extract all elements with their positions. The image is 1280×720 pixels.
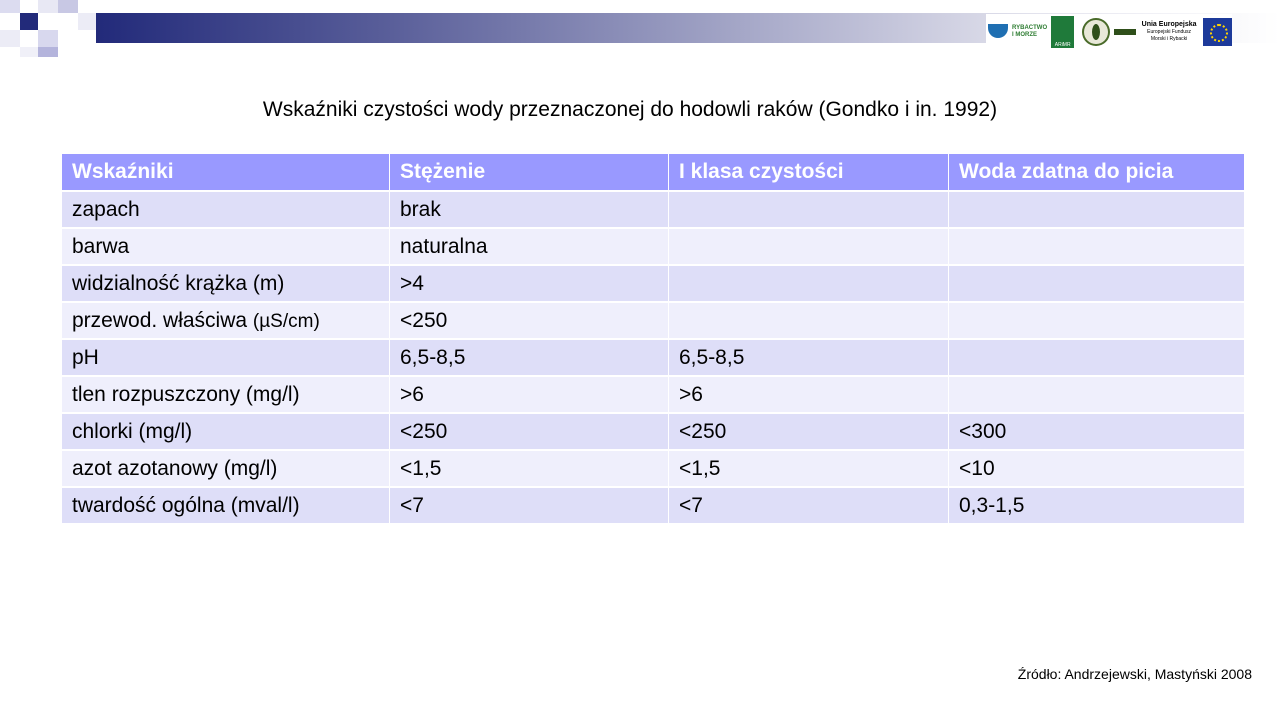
- header-concentration: Stężenie: [390, 154, 669, 192]
- cell-indicator: [62, 192, 390, 229]
- slide-title: Wskaźniki czystości wody przeznaczonej do hodowli raków (Gondko i in. 1992): [262, 98, 998, 121]
- cell-indicator: [62, 340, 390, 377]
- rybactwo-logo-text: RYBACTWO I MORZE: [1012, 25, 1048, 38]
- eu-flag-icon: [1203, 18, 1232, 46]
- cell-class-one: <1,5: [669, 451, 949, 488]
- cell-indicator: [62, 414, 390, 451]
- table-row: [62, 377, 1245, 414]
- indicator-name: widzialność krążka (m): [72, 271, 285, 295]
- decor-square: [0, 0, 20, 13]
- indicator-unit: (µS/cm): [252, 310, 320, 332]
- fish-wave-icon: [988, 24, 1008, 38]
- cell-indicator: [62, 266, 390, 303]
- header-drinking-water: Woda zdatna do picia: [949, 154, 1245, 192]
- cell-concentration: naturalna: [390, 229, 669, 266]
- cell-drinking-water: [949, 192, 1245, 229]
- ministry-logo-bar: [1114, 29, 1136, 35]
- cell-drinking-water: [949, 229, 1245, 266]
- cell-concentration: brak: [390, 192, 669, 229]
- cell-class-one: >6: [669, 377, 949, 414]
- cell-concentration: >6: [390, 377, 669, 414]
- cell-class-one: [669, 266, 949, 303]
- decor-square: [38, 47, 58, 57]
- cell-indicator: [62, 303, 390, 340]
- sponsor-logos: [986, 14, 1232, 50]
- eu-logo-fund: Europejski Fundusz Morski i Rybacki: [1147, 29, 1192, 42]
- cell-concentration: <250: [390, 303, 669, 340]
- cell-class-one: [669, 303, 949, 340]
- cell-concentration: >4: [390, 266, 669, 303]
- cell-drinking-water: [949, 340, 1245, 377]
- decor-square: [0, 30, 20, 47]
- table-row: [62, 488, 1245, 525]
- cell-class-one: [669, 192, 949, 229]
- table-row: [62, 451, 1245, 488]
- table-row: [62, 340, 1245, 377]
- cell-class-one: [669, 229, 949, 266]
- armir-logo: ARiMR: [1051, 16, 1075, 48]
- table-row: [62, 192, 1245, 229]
- table-row: [62, 414, 1245, 451]
- cell-concentration: <1,5: [390, 451, 669, 488]
- cell-drinking-water: <300: [949, 414, 1245, 451]
- cell-concentration: <7: [390, 488, 669, 525]
- cell-class-one: <250: [669, 414, 949, 451]
- cell-indicator: [62, 451, 390, 488]
- decor-square: [58, 0, 78, 13]
- indicator-name: twardość ogólna (mval/l): [72, 493, 300, 517]
- cell-indicator: [62, 229, 390, 266]
- source-note: Źródło: Andrzejewski, Mastyński 2008: [1017, 666, 1252, 682]
- header-indicators: Wskaźniki: [62, 154, 390, 192]
- decor-square: [78, 13, 96, 30]
- table-row: [62, 229, 1245, 266]
- indicator-name: azot azotanowy (mg/l): [72, 456, 278, 480]
- water-quality-table: [62, 154, 1245, 525]
- decor-square: [20, 47, 38, 57]
- cell-drinking-water: [949, 303, 1245, 340]
- table-header-row: [62, 154, 1245, 192]
- cell-indicator: [62, 377, 390, 414]
- cell-class-one: 6,5-8,5: [669, 340, 949, 377]
- header-class-one: I klasa czystości: [669, 154, 949, 192]
- eu-logo-text: [1140, 21, 1199, 43]
- rybactwo-logo: [986, 16, 1047, 48]
- table-row: [62, 303, 1245, 340]
- cell-drinking-water: <10: [949, 451, 1245, 488]
- indicator-name: barwa: [72, 234, 130, 258]
- eu-logo-title: Unia Europejska: [1141, 21, 1197, 28]
- cell-concentration: 6,5-8,5: [390, 340, 669, 377]
- cell-concentration: <250: [390, 414, 669, 451]
- cell-drinking-water: 0,3-1,5: [949, 488, 1245, 525]
- cell-indicator: [62, 488, 390, 525]
- cell-drinking-water: [949, 266, 1245, 303]
- indicator-name: tlen rozpuszczony (mg/l): [72, 382, 300, 406]
- decor-square: [20, 13, 38, 30]
- ministry-seal-icon: [1082, 18, 1110, 46]
- indicator-name: pH: [72, 345, 99, 369]
- decor-square: [38, 30, 58, 47]
- indicator-name: przewod. właściwa: [72, 308, 253, 332]
- table-row: [62, 266, 1245, 303]
- indicator-name: zapach: [72, 197, 140, 221]
- cell-drinking-water: [949, 377, 1245, 414]
- indicator-name: chlorki (mg/l): [72, 419, 193, 443]
- cell-class-one: <7: [669, 488, 949, 525]
- decor-square: [38, 0, 58, 13]
